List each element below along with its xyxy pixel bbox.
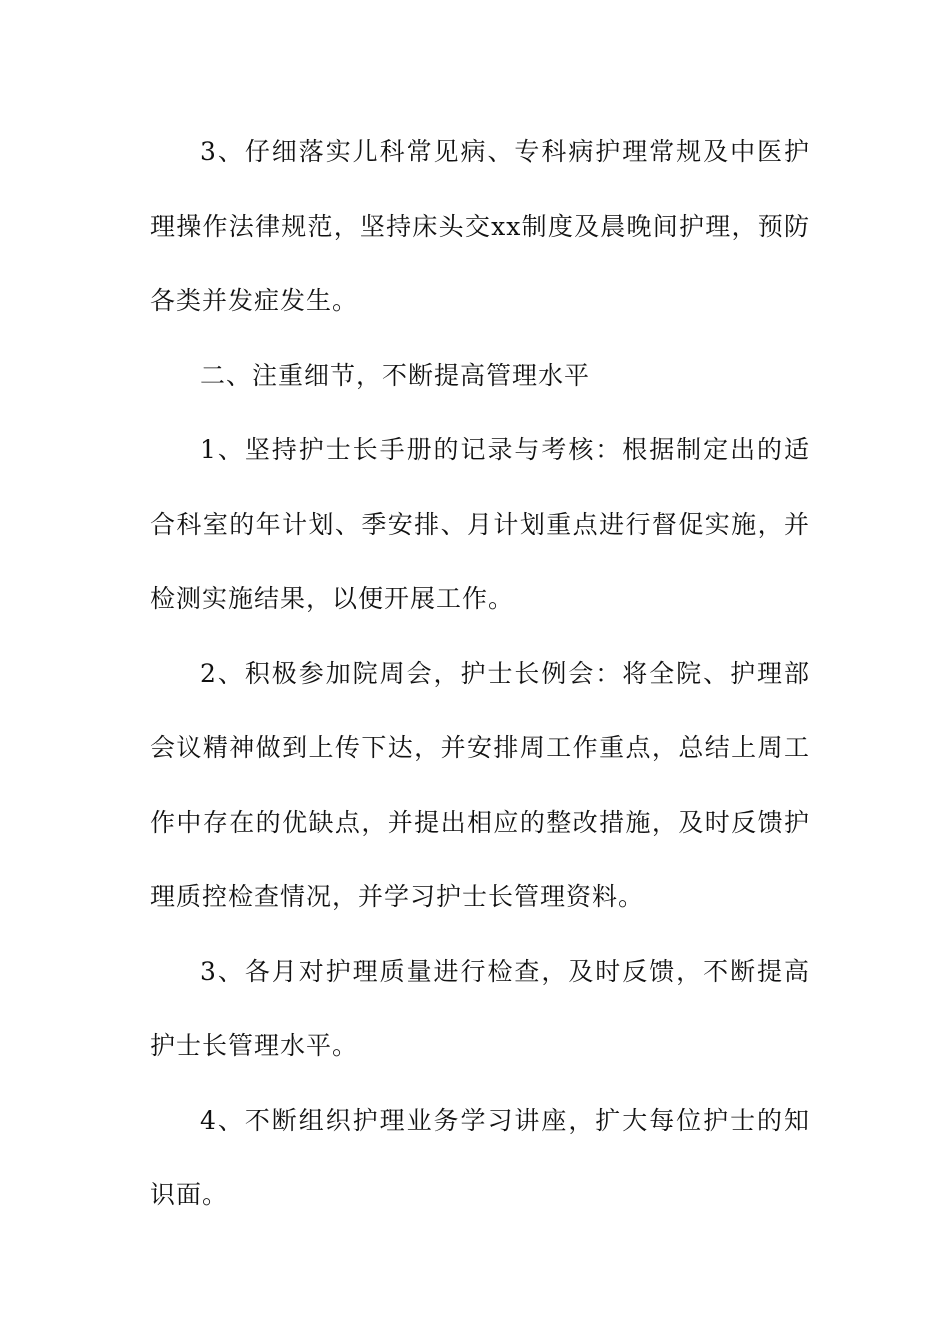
paragraph-lectures: 4、不断组织护理业务学习讲座，扩大每位护士的知识面。	[150, 1105, 810, 1209]
paragraph-nursing-routine: 3、仔细落实儿科常见病、专科病护理常规及中医护理操作法律规范，坚持床头交xx制度及晨晚间护理，预防各类并发症发生。	[150, 137, 810, 315]
paragraph-quality-check: 3、各月对护理质量进行检查，及时反馈，不断提高护士长管理水平。	[150, 956, 810, 1060]
paragraph-meetings: 2、积极参加院周会，护士长例会：将全院、护理部会议精神做到上传下达，并安排周工作重点，总结上周工作中存在的优缺点，并提出相应的整改措施，及时反馈护理质控检查情况，并学习护士长管理资料。	[150, 658, 810, 911]
document-body	[150, 115, 810, 1233]
section-heading-management: 二、注重细节，不断提高管理水平	[200, 360, 591, 390]
paragraph-head-nurse-manual: 1、坚持护士长手册的记录与考核：根据制定出的适合科室的年计划、季安排、月计划重点进行督促实施，并检测实施结果，以便开展工作。	[150, 435, 810, 613]
